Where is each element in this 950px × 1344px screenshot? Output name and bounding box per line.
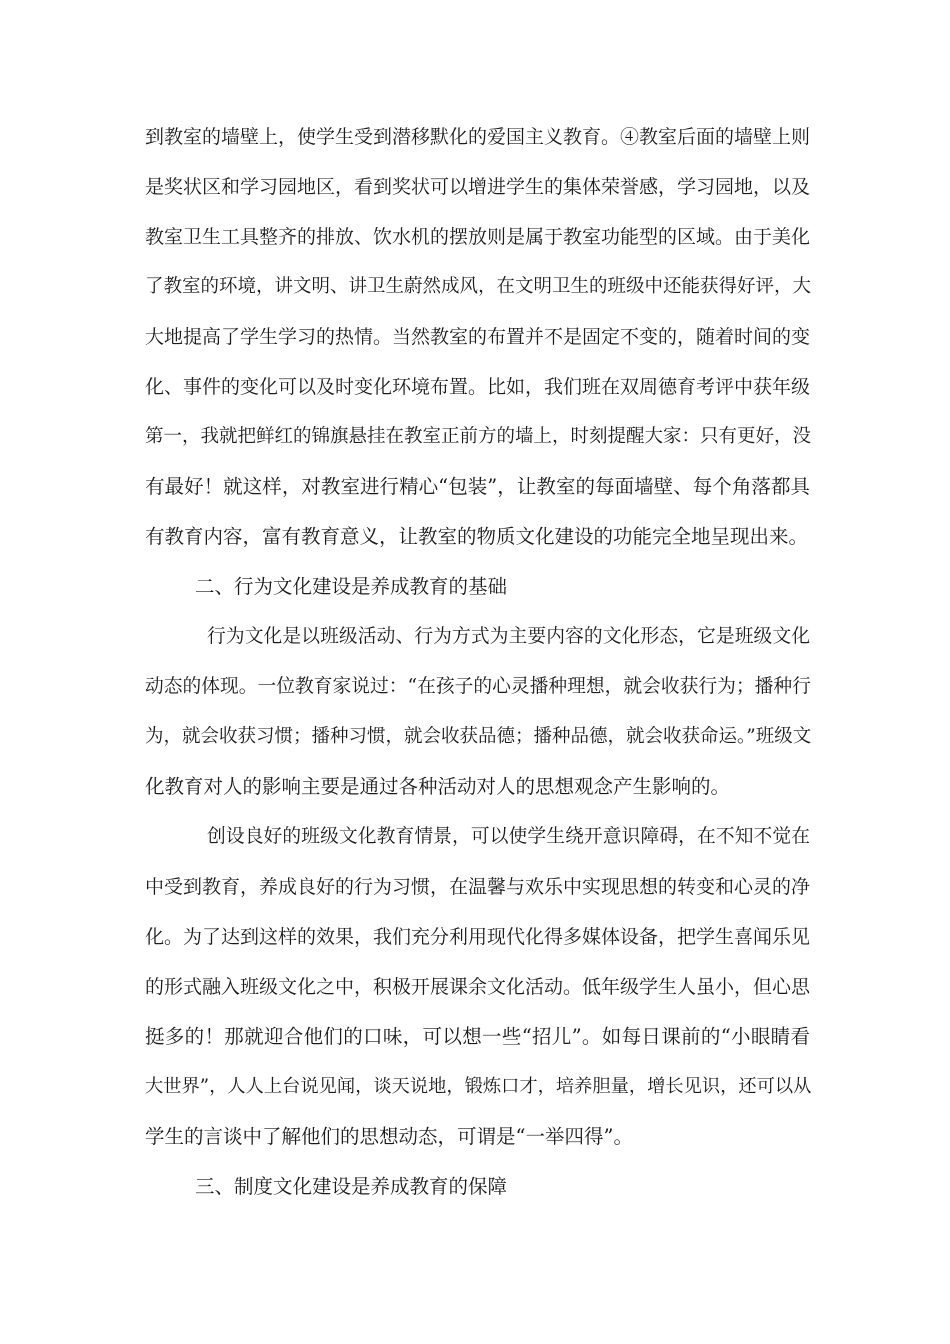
paragraph-line: 大世界”，人人上台说见闻，谈天说地，锻炼口才，培养胆量，增长见识，还可以从: [145, 1076, 812, 1097]
paragraph-line: 了教室的环境，讲文明、讲卫生蔚然成风，在文明卫生的班级中还能获得好评，大: [145, 276, 812, 297]
paragraph-line: 第一，我就把鲜红的锦旗悬挂在教室正前方的墙上，时刻提醒大家：只有更好，没: [145, 426, 812, 447]
paragraph-line: 是奖状区和学习园地区，看到奖状可以增进学生的集体荣誉感，学习园地，以及: [145, 176, 811, 198]
paragraph-line: 教室卫生工具整齐的排放、饮水机的摆放则是属于教室功能型的区域。由于美化: [145, 226, 811, 248]
paragraph-line: 学生的言谈中了解他们的思想动态，可谓是“一举四得”。: [145, 1125, 633, 1148]
paragraph-line: 行为文化是以班级活动、行为方式为主要内容的文化形态，它是班级文化: [207, 626, 810, 647]
section-heading-2: 二、行为文化建设是养成教育的基础: [195, 575, 508, 598]
paragraph-line: 创设良好的班级文化教育情景，可以使学生绕开意识障碍，在不知不觉在: [207, 826, 810, 847]
paragraph-line: 化教育对人的影响主要是通过各种活动对人的思想观念产生影响的。: [145, 775, 731, 798]
paragraph-line: 有教育内容，富有教育意义，让教室的物质文化建设的功能完全地呈现出来。: [145, 525, 809, 548]
paragraph-line: 的形式融入班级文化之中，积极开展课余文化活动。低年级学生人虽小，但心思: [145, 976, 811, 998]
paragraph-line: 化。为了达到这样的效果，我们充分利用现代化得多媒体设备，把学生喜闻乐见: [145, 926, 811, 948]
paragraph-line: 有最好！就这样，对教室进行精心“包装”，让教室的每面墙壁、每个角落都具: [145, 475, 810, 498]
paragraph-line: 化、事件的变化可以及时变化环境布置。比如，我们班在双周德育考评中获年级: [145, 376, 811, 398]
paragraph-line: 大地提高了学生学习的热情。当然教室的布置并不是固定不变的，随着时间的变: [145, 326, 811, 348]
paragraph-line: 挺多的！那就迎合他们的口味，可以想一些“招儿”。如每日课前的“小眼睛看: [145, 1025, 810, 1048]
paragraph-line: 中受到教育，养成良好的行为习惯，在温馨与欢乐中实现思想的转变和心灵的净: [145, 876, 811, 898]
section-heading-3: 三、制度文化建设是养成教育的保障: [195, 1175, 508, 1198]
paragraph-line: 为，就会收获习惯；播种习惯，就会收获品德；播种品德，就会收获命运。”班级文: [145, 726, 812, 747]
paragraph-line: 到教室的墙壁上，使学生受到潜移默化的爱国主义教育。④教室后面的墙壁上则: [145, 126, 811, 148]
paragraph-line: 动态的体现。一位教育家说过：“在孩子的心灵播种理想，就会收获行为；播种行: [145, 676, 811, 697]
